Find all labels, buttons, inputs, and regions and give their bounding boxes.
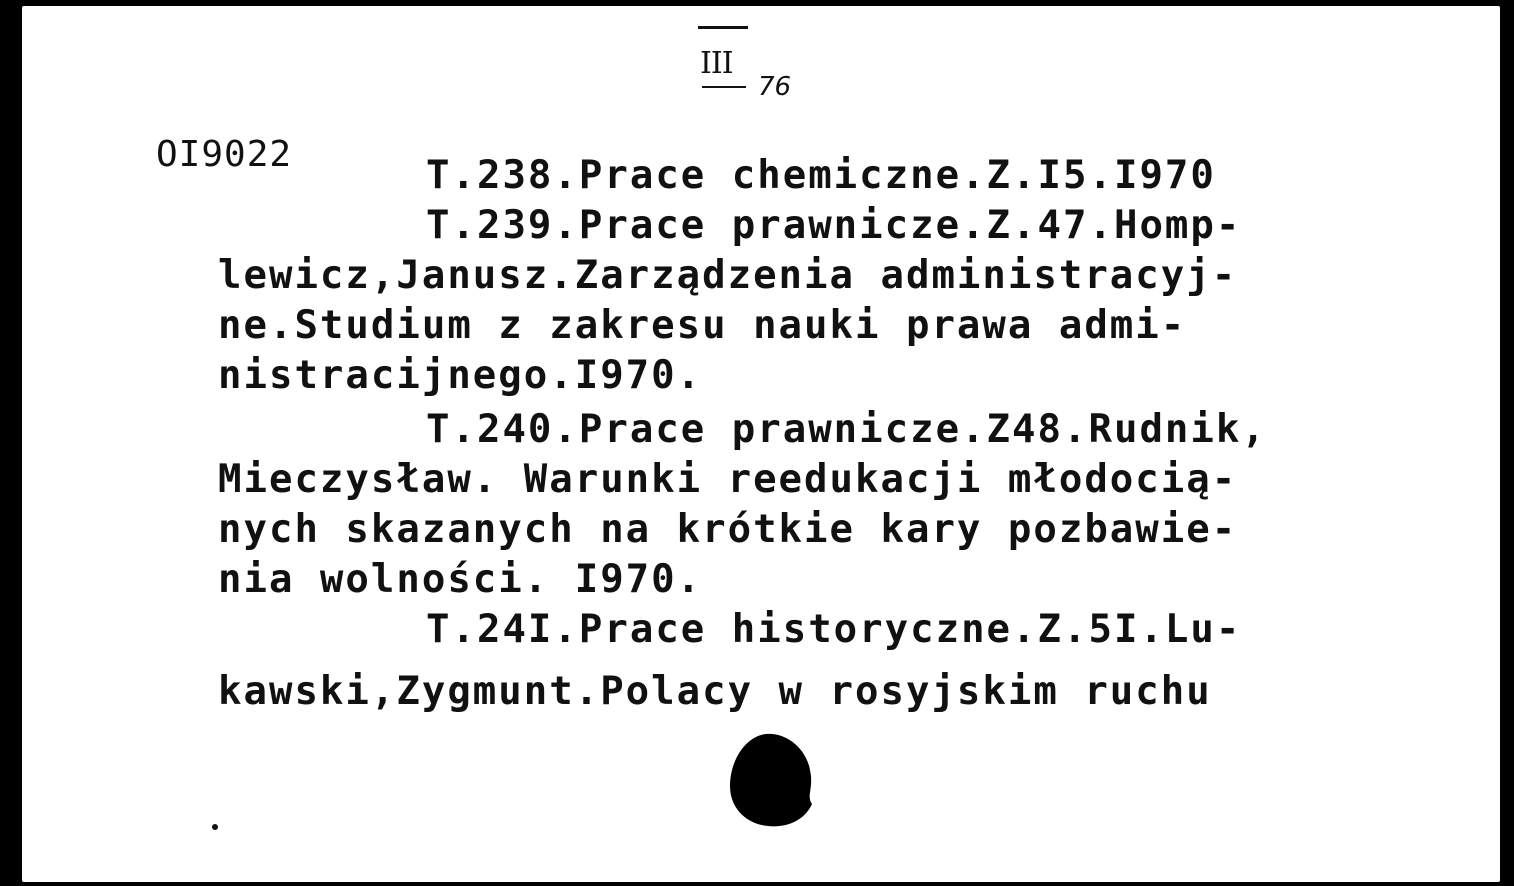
shelf-mark-number: 76 [758,72,792,102]
entry-line-1: T.238.Prace chemiczne.Z.I5.I970 [426,153,1216,198]
entry-line-10: T.24I.Prace historyczne.Z.5I.Lu- [426,607,1242,652]
entry-line-4: ne.Studium z zakresu nauki prawa admi- [218,303,1187,348]
entry-line-7: Mieczysław. Warunki reedukacji młodocią- [218,457,1238,502]
entry-line-2: T.239.Prace prawnicze.Z.47.Homp- [426,203,1242,248]
entry-line-3: lewicz,Janusz.Zarządzenia administracyj- [218,253,1238,298]
entry-line-11: kawski,Zygmunt.Polacy w rosyjskim ruchu [218,669,1212,714]
entry-line-6: T.240.Prace prawnicze.Z48.Rudnik, [426,407,1267,452]
punch-hole [726,730,814,830]
entry-line-5: nistracijnego.I970. [218,353,703,398]
ink-dot [212,824,218,830]
shelf-mark [698,20,838,110]
shelf-mark-roman: III [700,46,733,81]
entry-line-8: nych skazanych na krótkie kary pozbawie- [218,507,1238,552]
shelf-mark-underline [702,86,746,88]
entry-line-9: nia wolności. I970. [218,557,703,602]
catalog-number: OI9022 [156,134,293,175]
shelf-mark-top-bar [698,26,748,29]
catalog-card [22,6,1500,882]
